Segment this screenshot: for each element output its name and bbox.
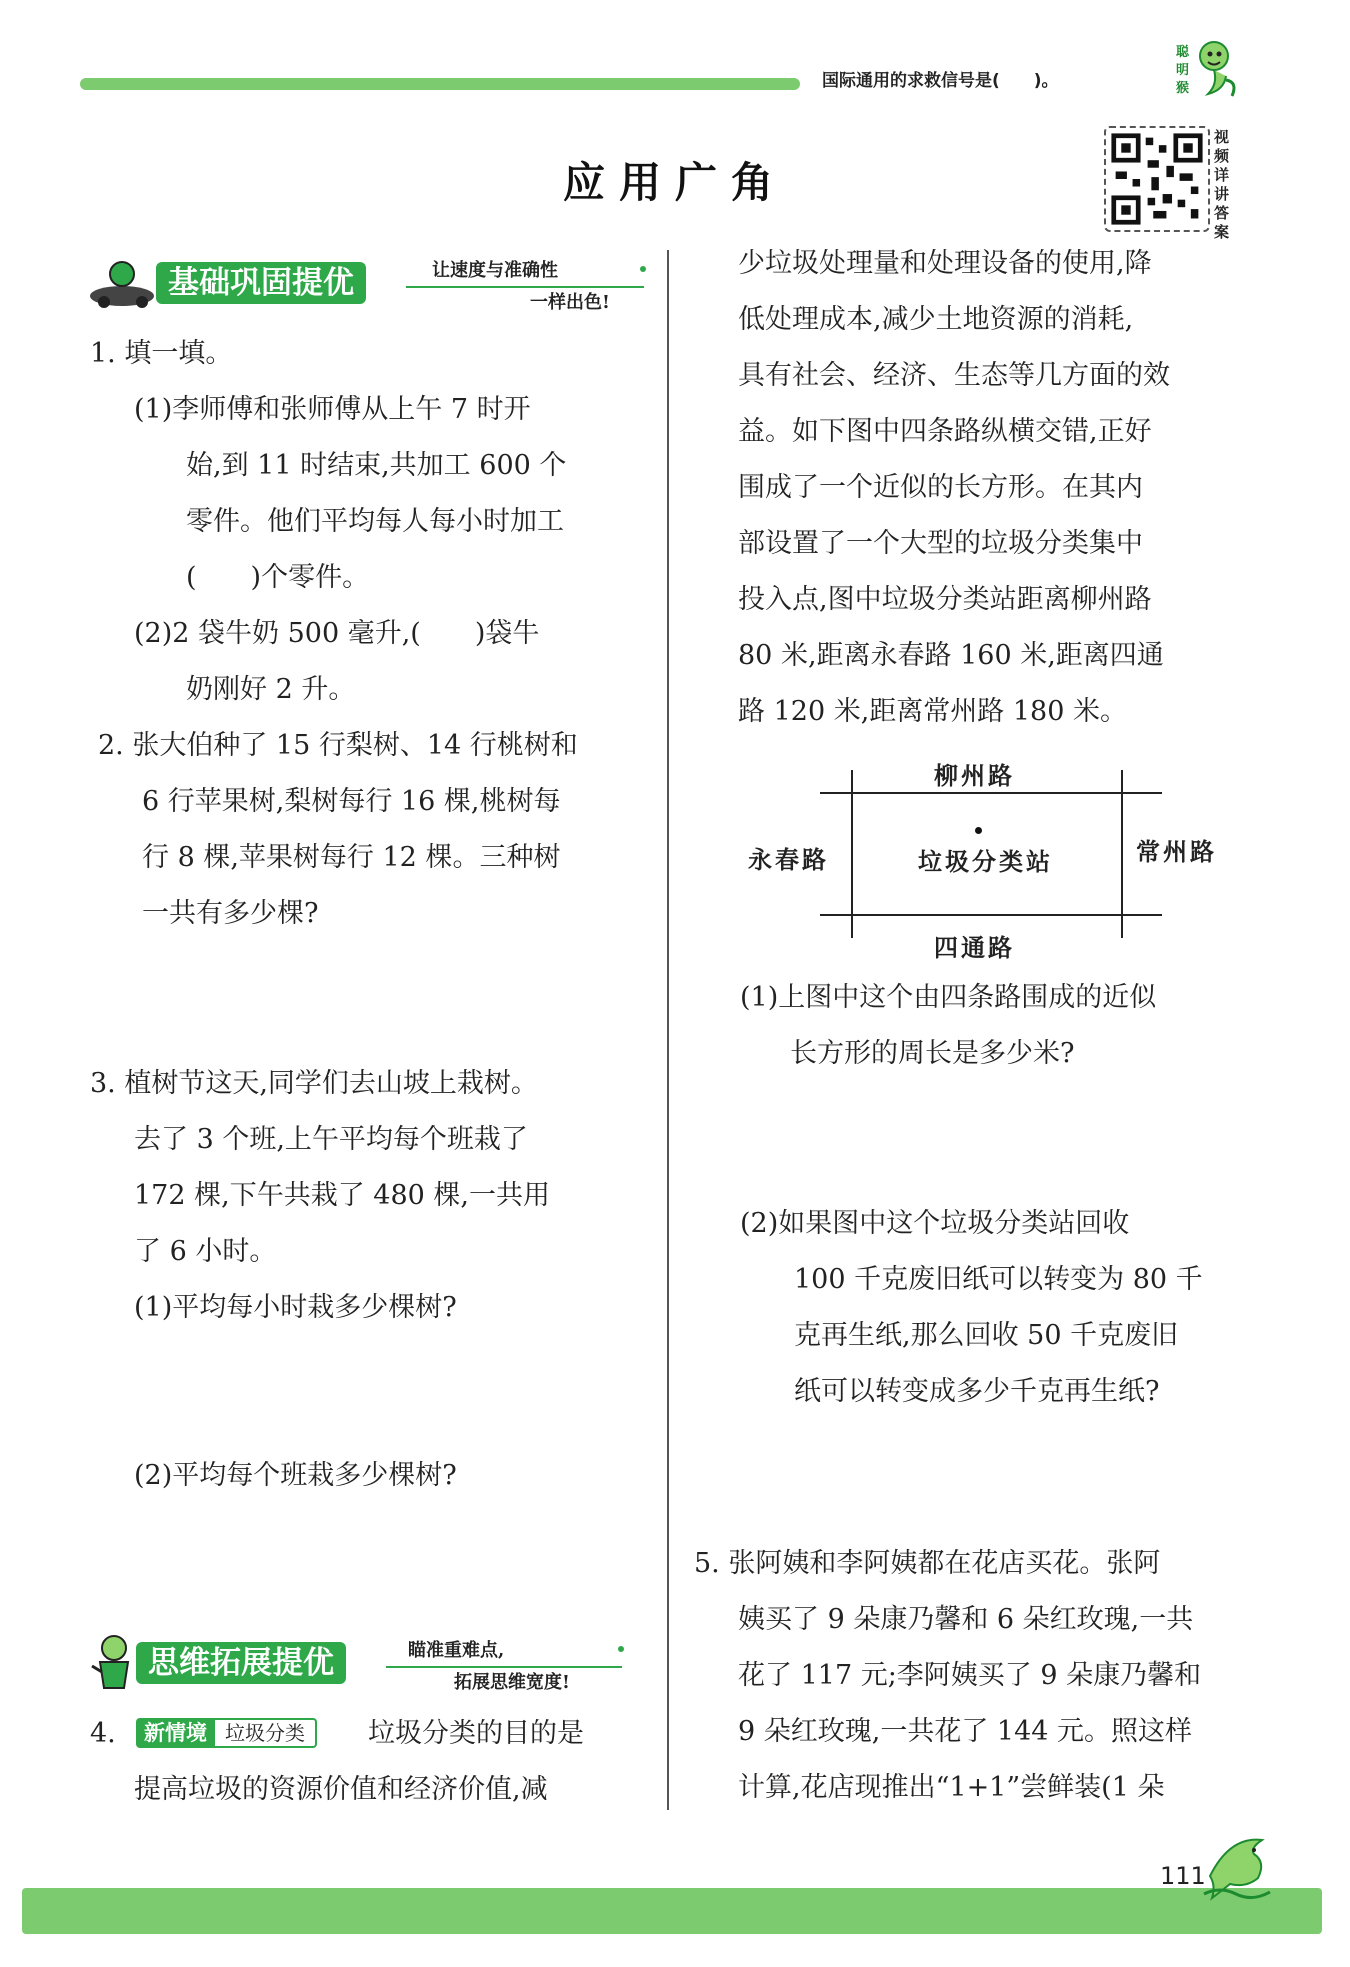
header-band (80, 78, 800, 90)
mascot-name: 聪明猴 (1176, 45, 1190, 96)
q4-line1: 垃圾分类的目的是 (368, 1718, 584, 1749)
q4-1-line1: (1)上图中这个由四条路围成的近似 (740, 982, 1157, 1013)
q2-line2: 6 行苹果树,梨树每行 16 棵,桃树每 (142, 786, 561, 817)
q3-2: (2)平均每个班栽多少棵树? (134, 1460, 457, 1491)
q4-2-line1: (2)如果图中这个垃圾分类站回收 (740, 1208, 1130, 1239)
q4-tag (136, 1718, 317, 1748)
road-east-line (1121, 770, 1123, 938)
q4-2-line4: 纸可以转变成多少千克再生纸? (794, 1376, 1160, 1407)
slogan-line2: 拓展思维宽度! (454, 1672, 570, 1693)
road-south-line (820, 914, 1162, 916)
q4-number: 4. (90, 1718, 116, 1749)
banner-dot (618, 1646, 624, 1652)
road-label-west: 永春路 (748, 845, 829, 874)
q1-2-line2: 奶刚好 2 升。 (186, 674, 356, 705)
road-north-line (820, 792, 1162, 794)
slogan-line2: 一样出色! (530, 292, 610, 313)
section-banner-basic: 基础巩固提优 (156, 262, 366, 304)
slogan-line1: 让速度与准确性 (432, 260, 558, 281)
q2-line4: 一共有多少棵? (142, 898, 319, 929)
banner-dot (640, 266, 646, 272)
q5-line2: 姨买了 9 朵康乃馨和 6 朵红玫瑰,一共 (738, 1604, 1194, 1635)
q1-1-line2: 始,到 11 时结束,共加工 600 个 (186, 450, 567, 481)
header-hint: 国际通用的求救信号是( )。 (822, 71, 1059, 91)
footer-band (22, 1888, 1322, 1934)
q3-line1: 3. 植树节这天,同学们去山坡上栽树。 (90, 1068, 538, 1099)
q3-1: (1)平均每小时栽多少棵树? (134, 1292, 457, 1323)
q4-line2: 提高垃圾的资源价值和经济价值,减 (134, 1774, 548, 1805)
qr-label: 视频详讲答案 (1214, 128, 1230, 241)
road-west-line (851, 770, 853, 938)
slogan-line1: 瞄准重难点, (408, 1640, 505, 1661)
tag-topic: 垃圾分类 (215, 1718, 317, 1748)
q2-line3: 行 8 棵,苹果树每行 12 棵。三种树 (142, 842, 561, 873)
q3-line2: 去了 3 个班,上午平均每个班栽了 (134, 1124, 528, 1155)
racer-mascot-icon (86, 258, 156, 310)
q4-line8: 部设置了一个大型的垃圾分类集中 (738, 528, 1143, 559)
q5-line3: 花了 117 元;李阿姨买了 9 朵康乃馨和 (738, 1660, 1202, 1691)
qr-code-icon[interactable] (1104, 126, 1210, 232)
station-label: 垃圾分类站 (918, 847, 1053, 876)
q1-1-line4: ( )个零件。 (186, 562, 370, 593)
q2-line1: 2. 张大伯种了 15 行梨树、14 行桃树和 (98, 730, 578, 761)
q3-line3: 172 棵,下午共栽了 480 棵,一共用 (134, 1180, 550, 1211)
q4-line11: 路 120 米,距离常州路 180 米。 (738, 696, 1127, 727)
q5-line1: 5. 张阿姨和李阿姨都在花店买花。张阿 (694, 1548, 1161, 1579)
page-title: 应用广角 (562, 158, 787, 207)
q4-line6: 益。如下图中四条路纵横交错,正好 (738, 416, 1152, 447)
q1-2-line1: (2)2 袋牛奶 500 毫升,( )袋牛 (134, 618, 540, 649)
q1-title: 1. 填一填。 (90, 338, 233, 369)
page-number: 111 (1160, 1862, 1206, 1890)
station-dot (975, 827, 982, 834)
q4-2-line2: 100 千克废旧纸可以转变为 80 千 (794, 1264, 1203, 1295)
q4-line5: 具有社会、经济、生态等几方面的效 (738, 360, 1170, 391)
thinker-mascot-icon (88, 1632, 140, 1690)
dolphin-icon (1200, 1832, 1280, 1902)
road-label-south: 四通路 (934, 933, 1015, 962)
section-banner-extension: 思维拓展提优 (136, 1642, 346, 1684)
q4-line3: 少垃圾处理量和处理设备的使用,降 (738, 248, 1152, 279)
tag-new-context: 新情境 (136, 1718, 215, 1748)
q4-line9: 投入点,图中垃圾分类站距离柳州路 (738, 584, 1152, 615)
road-label-east: 常州路 (1136, 837, 1217, 866)
q4-2-line3: 克再生纸,那么回收 50 千克废旧 (794, 1320, 1179, 1351)
q5-line4: 9 朵红玫瑰,一共花了 144 元。照这样 (738, 1716, 1193, 1747)
q4-line4: 低处理成本,减少土地资源的消耗, (738, 304, 1134, 335)
q4-1-line2: 长方形的周长是多少米? (790, 1038, 1075, 1069)
q4-line10: 80 米,距离永春路 160 米,距离四通 (738, 640, 1164, 671)
q4-line7: 围成了一个近似的长方形。在其内 (738, 472, 1143, 503)
q5-line5: 计算,花店现推出“1+1”尝鲜装(1 朵 (738, 1772, 1165, 1803)
q3-line4: 了 6 小时。 (134, 1236, 277, 1267)
q1-1-line3: 零件。他们平均每人每小时加工 (186, 506, 564, 537)
column-divider (667, 250, 669, 1810)
q1-1-line1: (1)李师傅和张师傅从上午 7 时开 (134, 394, 531, 425)
road-label-north: 柳州路 (934, 761, 1015, 790)
